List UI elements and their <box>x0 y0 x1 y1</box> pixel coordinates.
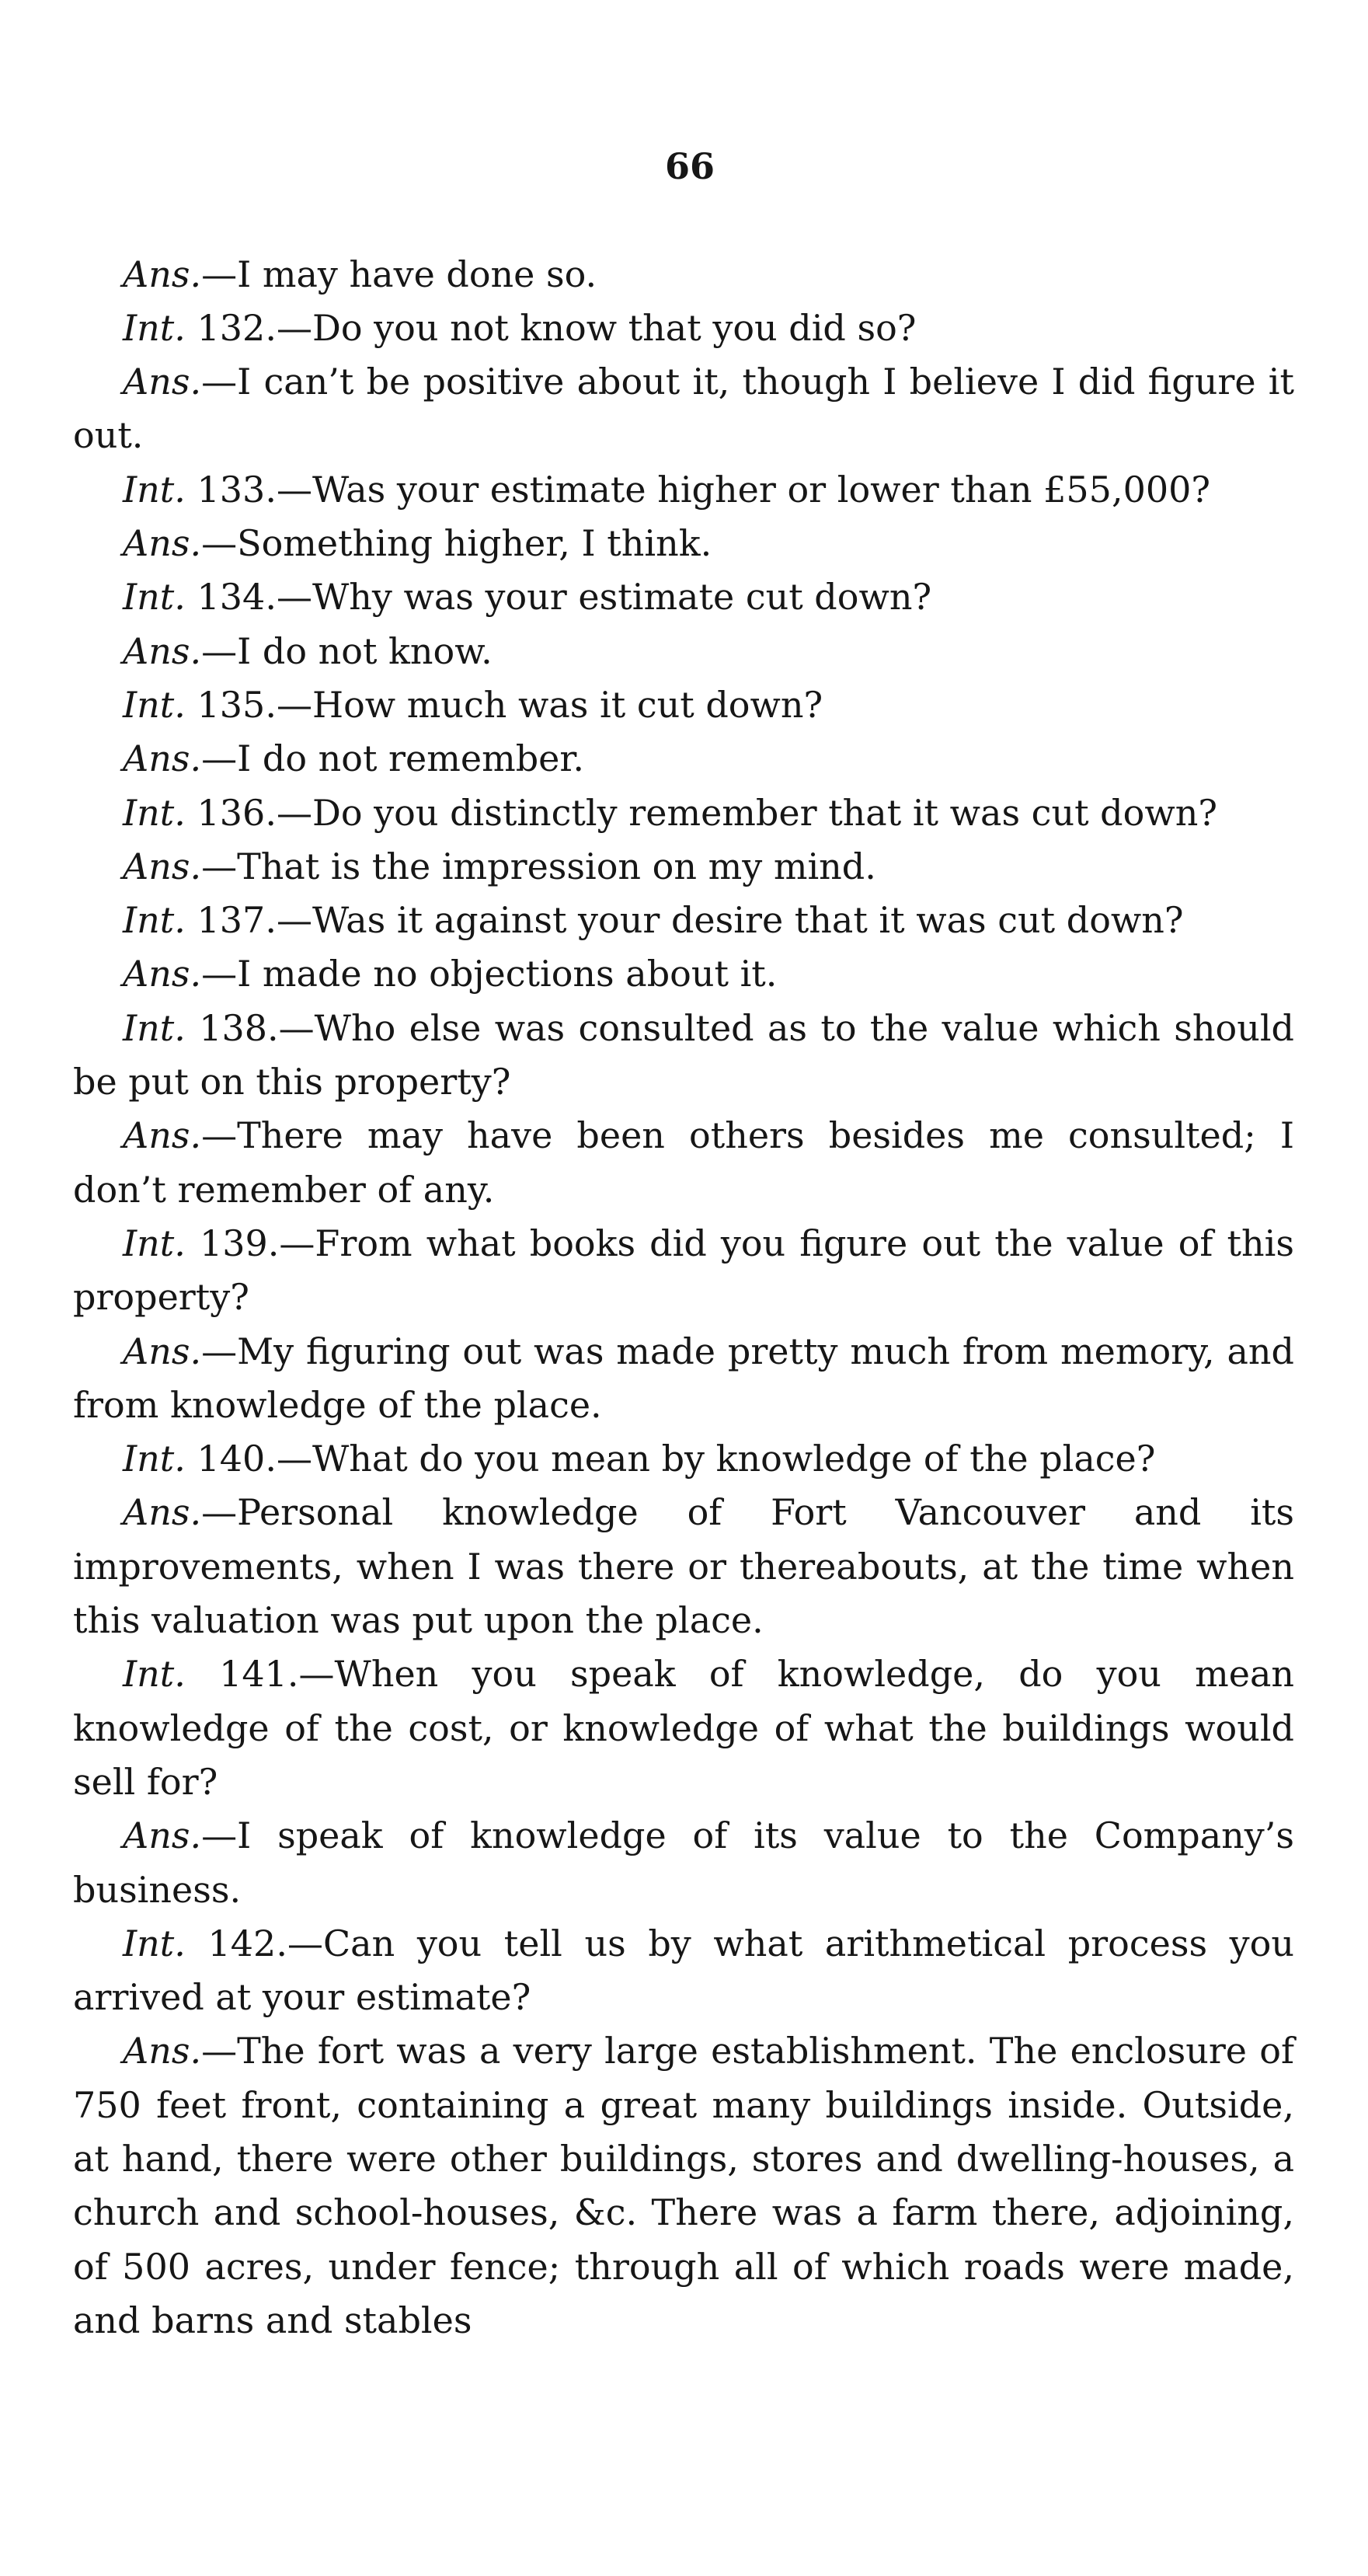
paragraph-text: 142.—Can you tell us by what arithmetical process you arrived at your estimate? <box>73 1922 1294 2019</box>
speaker-label: Ans. <box>123 1814 202 1857</box>
speaker-label: Ans. <box>123 522 202 565</box>
speaker-label: Ans. <box>123 253 202 295</box>
paragraph-text: 135.—How much was it cut down? <box>185 683 823 726</box>
testimony-paragraph <box>73 625 1294 678</box>
speaker-label: Int. <box>123 899 186 942</box>
paragraph-text: 141.—When you speak of knowledge, do you mean knowledge of the cost, or knowledge of what the buildings would sell for? <box>73 1653 1294 1803</box>
body-text <box>73 248 1294 2348</box>
testimony-paragraph <box>73 248 1294 302</box>
testimony-paragraph <box>73 840 1294 894</box>
testimony-paragraph <box>73 1325 1294 1433</box>
speaker-label: Ans. <box>123 1491 202 1534</box>
paragraph-text: —My figuring out was made pretty much from memory, and from knowledge of the place. <box>73 1330 1294 1426</box>
paragraph-text: 137.—Was it against your desire that it was cut down? <box>185 899 1184 942</box>
paragraph-text: —I speak of knowledge of its value to the Company’s business. <box>73 1814 1294 1911</box>
paragraph-text: —Something higher, I think. <box>201 522 712 565</box>
testimony-paragraph <box>73 1809 1294 1917</box>
speaker-label: Int. <box>123 1922 186 1964</box>
speaker-label: Int. <box>123 468 186 511</box>
document-page <box>73 140 1294 2348</box>
paragraph-text: 138.—Who else was consulted as to the value which should be put on this property? <box>73 1006 1294 1103</box>
testimony-paragraph <box>73 1486 1294 1647</box>
speaker-label: Int. <box>123 683 186 726</box>
testimony-paragraph <box>73 947 1294 1001</box>
paragraph-text: —Personal knowledge of Fort Vancouver and its improvements, when I was there or thereabouts, at the time when this valuation was put upon the place. <box>73 1491 1294 1642</box>
testimony-paragraph <box>73 732 1294 786</box>
speaker-label: Ans. <box>123 1114 202 1157</box>
speaker-label: Int. <box>123 1653 186 1696</box>
paragraph-text: —That is the impression on my mind. <box>201 845 876 887</box>
testimony-paragraph <box>73 678 1294 732</box>
speaker-label: Int. <box>123 1438 186 1480</box>
paragraph-text: —I do not know. <box>201 629 493 672</box>
testimony-paragraph <box>73 1432 1294 1486</box>
paragraph-text: —The fort was a very large establishment. The enclosure of 750 feet front, containing a great many buildings inside. Outside, at hand, there were other buildings, stores and dwelling-houses, a church and school-houses, &c. There was a farm there, adjoining, of 500 acres, under fence; through all of which roads were made, and barns and stables <box>73 2030 1294 2341</box>
speaker-label: Int. <box>123 576 186 619</box>
paragraph-text: —I made no objections about it. <box>201 953 778 995</box>
testimony-paragraph <box>73 1109 1294 1217</box>
paragraph-text: 140.—What do you mean by knowledge of the place? <box>185 1438 1156 1480</box>
speaker-label: Ans. <box>123 629 202 672</box>
speaker-label: Ans. <box>123 737 202 780</box>
page-number: 66 <box>664 145 715 187</box>
paragraph-text: 133.—Was your estimate higher or lower than £55,000? <box>185 468 1211 511</box>
testimony-paragraph <box>73 786 1294 840</box>
speaker-label: Ans. <box>123 1330 202 1372</box>
speaker-label: Int. <box>123 1006 186 1049</box>
paragraph-text: 132.—Do you not know that you did so? <box>185 306 917 349</box>
testimony-paragraph <box>73 1217 1294 1325</box>
speaker-label: Int. <box>123 1222 186 1264</box>
testimony-paragraph <box>73 1917 1294 2025</box>
paragraph-text: —I can’t be positive about it, though I believe I did figure it out. <box>73 361 1294 457</box>
paragraph-text: —I do not remember. <box>201 737 584 780</box>
speaker-label: Ans. <box>123 953 202 995</box>
speaker-label: Ans. <box>123 2030 202 2072</box>
testimony-paragraph <box>73 355 1294 463</box>
paragraph-text: —There may have been others besides me consulted; I don’t remember of any. <box>73 1114 1294 1211</box>
speaker-label: Ans. <box>123 845 202 887</box>
paragraph-text: 134.—Why was your estimate cut down? <box>185 576 932 619</box>
paragraph-text: —I may have done so. <box>201 253 597 295</box>
speaker-label: Int. <box>123 306 186 349</box>
speaker-label: Ans. <box>123 361 202 403</box>
testimony-paragraph <box>73 302 1294 355</box>
testimony-paragraph <box>73 1002 1294 1110</box>
paragraph-text: 136.—Do you distinctly remember that it was cut down? <box>185 791 1217 834</box>
testimony-paragraph <box>73 2024 1294 2348</box>
paragraph-text: 139.—From what books did you figure out the value of this property? <box>73 1222 1294 1319</box>
testimony-paragraph <box>73 463 1294 517</box>
testimony-paragraph <box>73 1647 1294 1809</box>
testimony-paragraph <box>73 517 1294 570</box>
testimony-paragraph <box>73 894 1294 947</box>
speaker-label: Int. <box>123 791 186 834</box>
testimony-paragraph <box>73 570 1294 624</box>
